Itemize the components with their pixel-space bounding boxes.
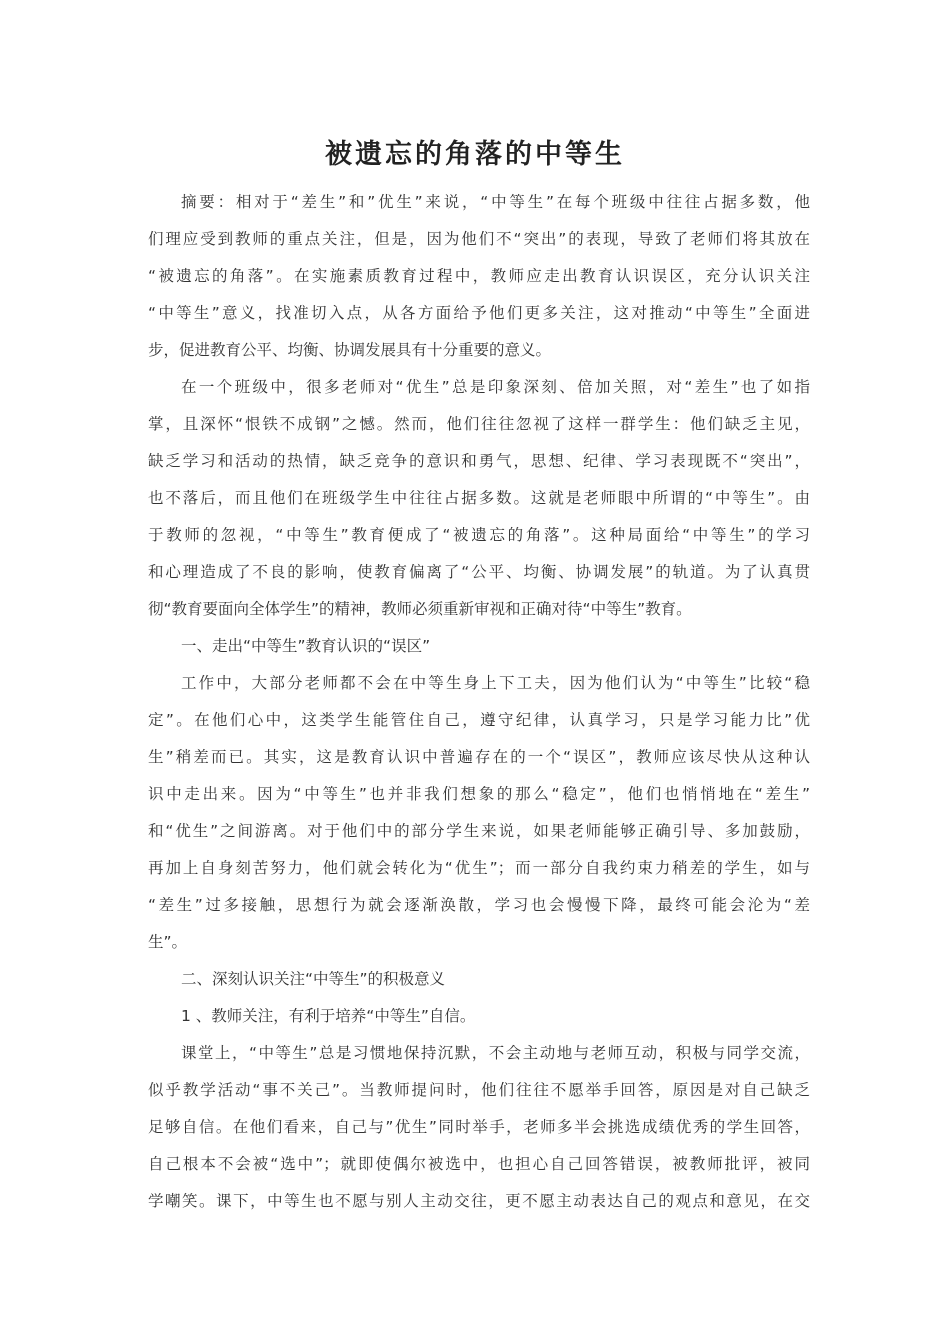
paragraph-line: 再加上自身刻苦努力，他们就会转化为“优生”；而一部分自我约束力稍差的学生，如与 (148, 859, 810, 877)
abstract-line: 们理应受到教师的重点关注，但是，因为他们不“突出”的表现，导致了老师们将其放在 (148, 230, 810, 248)
paragraph-line: “差生”过多接触，思想行为就会逐渐涣散，学习也会慢慢下降，最终可能会沦为“差 (148, 896, 810, 914)
paragraph-line: 在一个班级中，很多老师对“优生”总是印象深刻、倍加关照，对“差生”也了如指 (181, 378, 810, 396)
paragraph-line: 似乎教学活动“事不关己”。当教师提问时，他们往往不愿举手回答，原因是对自己缺乏 (148, 1081, 810, 1099)
paragraph-line: 也不落后，而且他们在班级学生中往往占据多数。这就是老师眼中所谓的“中等生”。由 (148, 489, 810, 507)
paragraph-line: 定”。在他们心中，这类学生能管住自己，遵守纪律，认真学习，只是学习能力比”优 (148, 711, 810, 729)
abstract-line: 摘要：相对于“差生”和”优生”来说，“中等生”在每个班级中往往占据多数，他 (181, 193, 810, 211)
subsection-heading: 1 、教师关注，有利于培养“中等生”自信。 (181, 1007, 476, 1025)
paragraph-line: 生”稍差而已。其实，这是教育认识中普遍存在的一个“误区”，教师应该尽快从这种认 (148, 748, 810, 766)
paragraph-line: 彻“教育要面向全体学生”的精神，教师必须重新审视和正确对待“中等生”教育。 (148, 600, 692, 618)
paragraph-line: 自己根本不会被“选中”；就即使偶尔被选中，也担心自己回答错误，被教师批评，被同 (148, 1155, 810, 1173)
paragraph-line: 生”。 (148, 933, 188, 951)
paragraph-line: 缺乏学习和活动的热情，缺乏竞争的意识和勇气，思想、纪律、学习表现既不“突出”， (148, 452, 810, 470)
abstract-line: “被遗忘的角落”。在实施素质教育过程中，教师应走出教育认识误区，充分认识关注 (148, 267, 810, 285)
paragraph-line: 学嘲笑。课下，中等生也不愿与别人主动交往，更不愿主动表达自己的观点和意见，在交 (148, 1192, 810, 1210)
document-title: 被遗忘的角落的中等生 (325, 139, 625, 170)
paragraph-line: 课堂上，“中等生”总是习惯地保持沉默，不会主动地与老师互动，积极与同学交流， (181, 1044, 810, 1062)
paragraph-line: 于教师的忽视，“中等生”教育便成了“被遗忘的角落”。这种局面给“中等生”的学习 (148, 526, 810, 544)
abstract-line: “中等生”意义，找准切入点，从各方面给予他们更多关注，这对推动“中等生”全面进 (148, 304, 810, 322)
section-heading: 一、走出“中等生”教育认识的“误区” (181, 637, 431, 655)
abstract-line: 步，促进教育公平、均衡、协调发展具有十分重要的意义。 (148, 341, 552, 359)
paragraph-line: 和心理造成了不良的影响，使教育偏离了“公平、均衡、协调发展”的轨道。为了认真贯 (148, 563, 810, 581)
paragraph-line: 掌，且深怀“恨铁不成钢”之憾。然而，他们往往忽视了这样一群学生：他们缺乏主见， (148, 415, 810, 433)
paragraph-line: 和“优生”之间游离。对于他们中的部分学生来说，如果老师能够正确引导、多加鼓励， (148, 822, 810, 840)
paragraph-line: 工作中，大部分老师都不会在中等生身上下工夫，因为他们认为“中等生”比较“稳 (181, 674, 810, 692)
paragraph-line: 识中走出来。因为“中等生”也并非我们想象的那么“稳定”，他们也悄悄地在“差生” (148, 785, 810, 803)
section-heading: 二、深刻认识关注“中等生”的积极意义 (181, 970, 446, 988)
paragraph-line: 足够自信。在他们看来，自己与”优生”同时举手，老师多半会挑选成绩优秀的学生回答， (148, 1118, 810, 1136)
document-body (148, 184, 810, 1220)
